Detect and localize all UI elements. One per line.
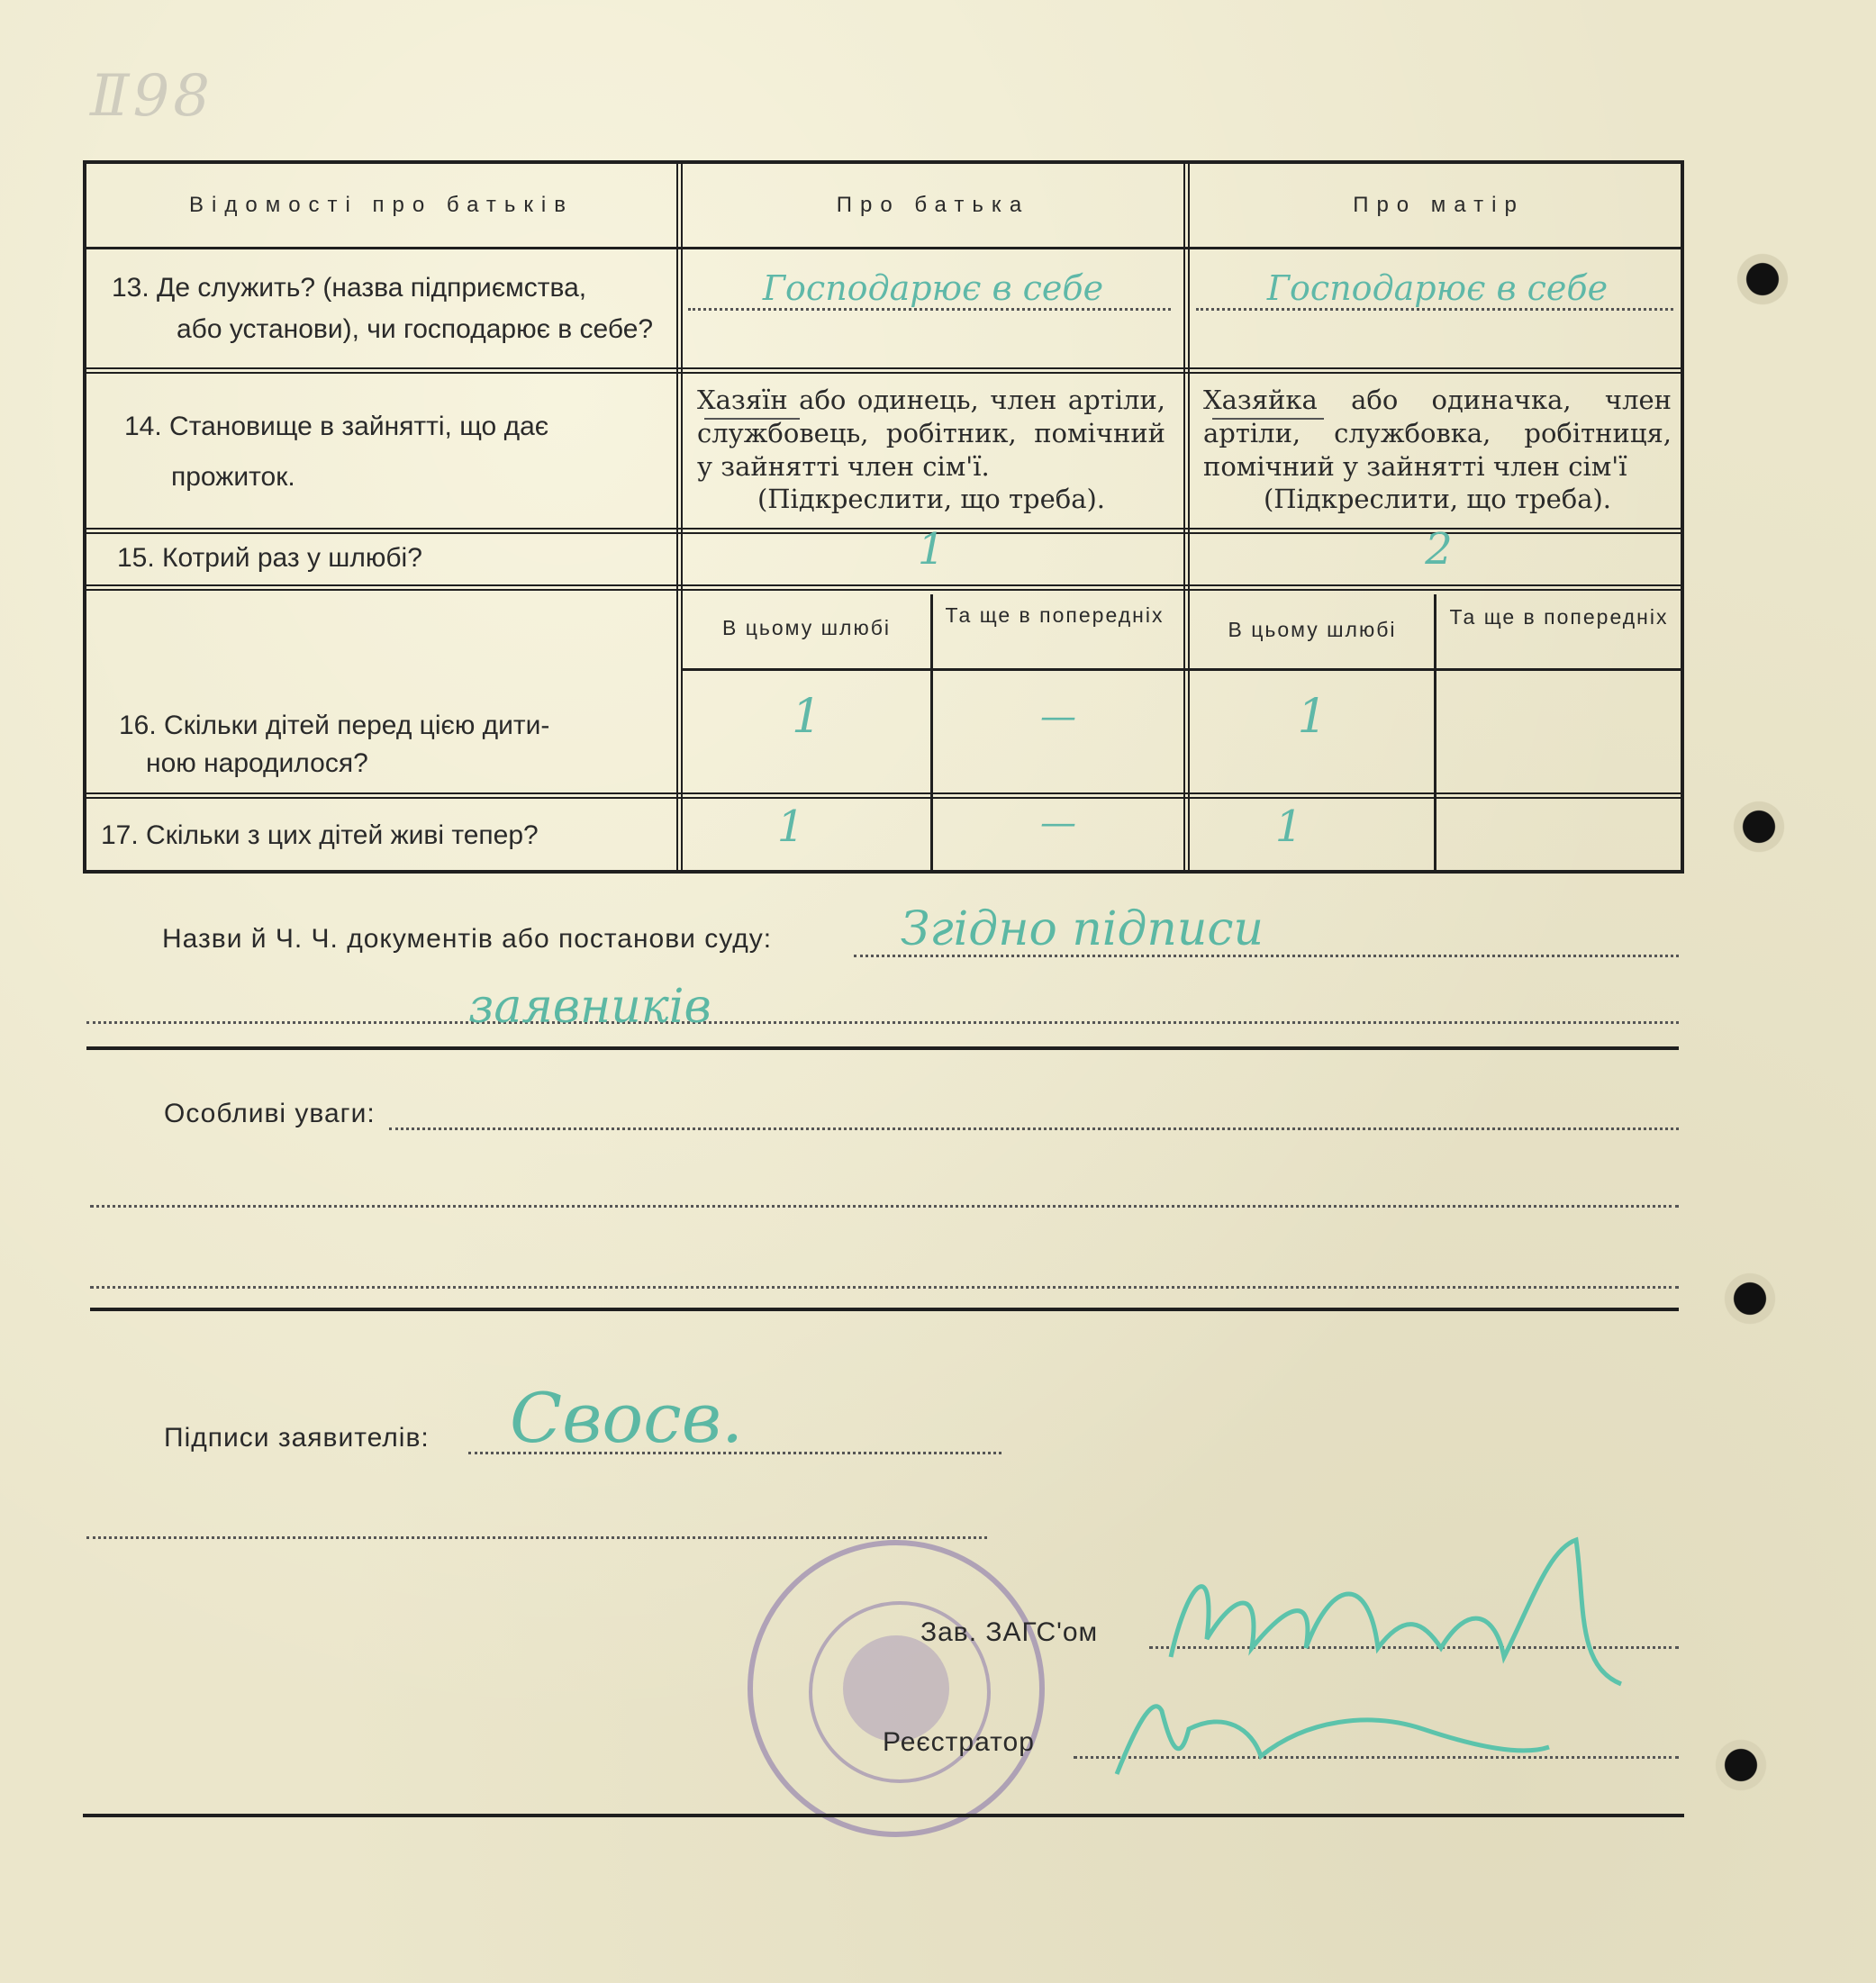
r17-father-prev: — (1040, 802, 1076, 844)
q16-line2: ною народилося? (146, 748, 368, 778)
q14-line1: 14. Становище в зайнятті, що дає (124, 412, 549, 441)
applicants-signatures-label: Підписи заявителів: (164, 1423, 430, 1453)
documents-value-line1: Згідно підписи (901, 902, 1264, 956)
documents-value-line2: заявників (468, 980, 711, 1034)
r13-father-value: Господарює в себе (762, 268, 1104, 308)
r17-father-this: 1 (776, 801, 805, 852)
sub-father-prev: Та ще в попередніх (945, 603, 1165, 627)
header-father: Про батька (836, 193, 1030, 217)
q13-line2: або установи), чи господарює в себе? (177, 314, 654, 344)
r15-mother-value: 2 (1425, 524, 1453, 575)
q13-line1: 13. Де служить? (назва підприємства, (112, 273, 587, 303)
r14-mother-options: Хазяйка або одиначка, член артіли, службовка, робітниця, помічний у зайнятті член сім'ї (1203, 385, 1672, 482)
notes-label: Особливі уваги: (164, 1099, 376, 1128)
sub-mother-prev: Та ще в попередніх (1449, 605, 1669, 629)
documents-label: Назви й Ч. Ч. документів або постанови суду: (162, 924, 773, 954)
registrar-signature (1099, 1675, 1567, 1792)
q17: 17. Скільки з цих дітей живі тепер? (101, 820, 539, 850)
q14-line2: прожиток. (171, 462, 295, 492)
header-info: Відомості про батьків (189, 193, 574, 217)
q15: 15. Котрий раз у шлюбі? (117, 543, 422, 573)
header-mother: Про матір (1353, 193, 1525, 217)
r16-mother-this: 1 (1297, 690, 1328, 744)
r13-mother-value: Господарює в себе (1266, 268, 1609, 308)
parents-info-table (83, 160, 1684, 874)
registrar-label: Реєстратор (883, 1727, 1035, 1757)
punch-hole (1709, 1738, 1772, 1792)
sub-father-this: В цьому шлюбі (721, 616, 892, 639)
official-seal (748, 1540, 1045, 1837)
r15-father-value: 1 (917, 524, 946, 575)
r14-father-options: Хазяїн або одинець, член артіли, службовець, робітник, помічний у зайнятті член сім'ї. (697, 385, 1165, 482)
punch-hole (1718, 1272, 1781, 1326)
r14-mother-note: (Підкреслити, що треба). (1263, 484, 1612, 514)
r14-father-note: (Підкреслити, що треба). (757, 484, 1106, 514)
r16-father-this: 1 (791, 690, 822, 744)
corner-pencil-note: Ⅱ98 (90, 63, 213, 130)
punch-hole (1727, 800, 1790, 854)
q16-line1: 16. Скільки дітей перед цією дити- (119, 711, 550, 740)
applicant-signature: Свосв. (510, 1378, 744, 1458)
sub-mother-this: В цьому шлюбі (1228, 618, 1397, 641)
punch-hole (1731, 252, 1794, 306)
r16-father-prev: — (1040, 696, 1076, 738)
r17-mother-this: 1 (1274, 801, 1303, 852)
zags-head-label: Зав. ЗАГС'ом (920, 1617, 1099, 1647)
